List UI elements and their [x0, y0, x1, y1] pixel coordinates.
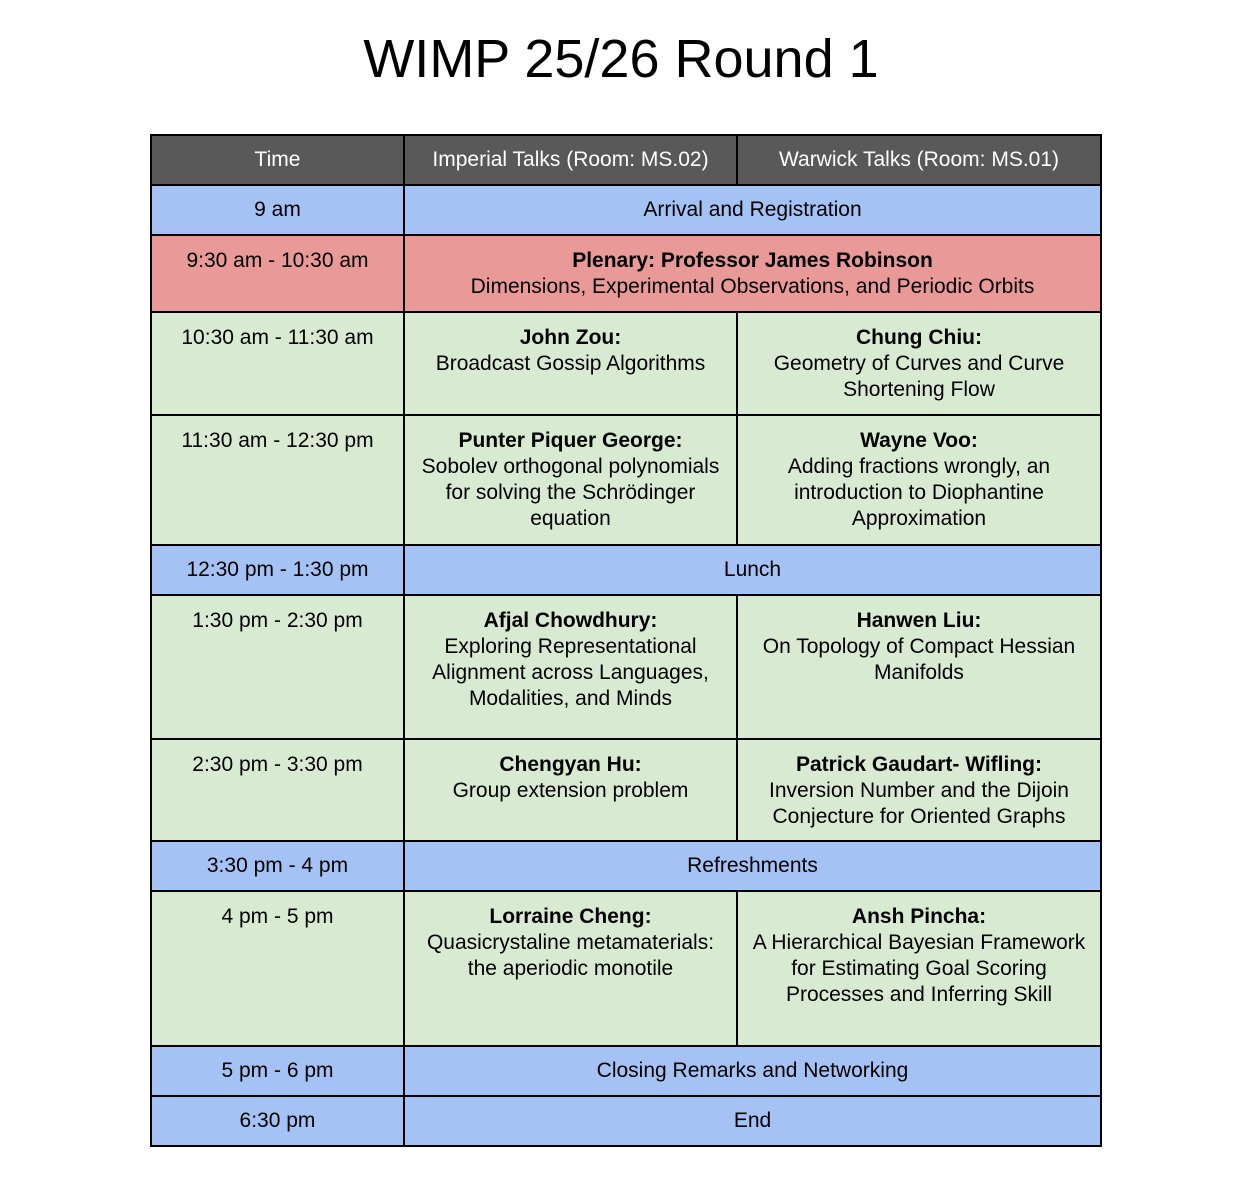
time-cell: 4 pm - 5 pm	[151, 891, 404, 1046]
imperial-talk-cell	[404, 595, 737, 739]
event-cell: Lunch	[404, 545, 1101, 595]
talk-title: Exploring Representational Alignment across Languages, Modalities, and Minds	[432, 635, 709, 710]
table-header-row	[151, 135, 1101, 185]
imperial-talk-cell	[404, 312, 737, 415]
talk-title: Inversion Number and the Dijoin Conjecture for Oriented Graphs	[769, 779, 1069, 828]
time-cell: 2:30 pm - 3:30 pm	[151, 739, 404, 841]
table-row	[151, 312, 1101, 415]
event-cell: End	[404, 1096, 1101, 1146]
talk-title: Broadcast Gossip Algorithms	[435, 352, 706, 375]
time-cell: 11:30 am - 12:30 pm	[151, 415, 404, 545]
table-row	[151, 595, 1101, 739]
talk-title: Quasicrystaline metamaterials: the aperiodic monotile	[426, 931, 715, 980]
event-cell: Closing Remarks and Networking	[404, 1046, 1101, 1096]
header-warwick: Warwick Talks (Room: MS.01)	[737, 135, 1101, 185]
time-cell: 9:30 am - 10:30 am	[151, 235, 404, 312]
warwick-talk-cell	[737, 312, 1101, 415]
imperial-talk-cell	[404, 891, 737, 1046]
time-cell: 6:30 pm	[151, 1096, 404, 1146]
speaker-name: Wayne Voo:	[860, 429, 978, 452]
speaker-name: Ansh Pincha:	[851, 905, 987, 928]
time-cell: 5 pm - 6 pm	[151, 1046, 404, 1096]
speaker-name: Plenary: Professor James Robinson	[572, 249, 933, 272]
plenary-cell	[404, 235, 1101, 312]
speaker-name: Punter Piquer George:	[458, 429, 683, 452]
table-row	[151, 841, 1101, 891]
imperial-talk-cell	[404, 415, 737, 545]
warwick-talk-cell	[737, 415, 1101, 545]
header-time: Time	[151, 135, 404, 185]
table-row	[151, 235, 1101, 312]
warwick-talk-cell	[737, 595, 1101, 739]
table-row	[151, 415, 1101, 545]
time-cell: 3:30 pm - 4 pm	[151, 841, 404, 891]
schedule-table	[150, 134, 1102, 1147]
table-row	[151, 545, 1101, 595]
speaker-name: Hanwen Liu:	[856, 609, 982, 632]
speaker-name: John Zou:	[519, 326, 622, 349]
time-cell: 9 am	[151, 185, 404, 235]
warwick-talk-cell	[737, 891, 1101, 1046]
talk-title: Sobolev orthogonal polynomials for solving the Schrödinger equation	[421, 455, 720, 530]
speaker-name: Lorraine Cheng:	[489, 905, 652, 928]
header-imperial: Imperial Talks (Room: MS.02)	[404, 135, 737, 185]
speaker-name: Chengyan Hu:	[499, 753, 642, 776]
time-cell: 12:30 pm - 1:30 pm	[151, 545, 404, 595]
warwick-talk-cell	[737, 739, 1101, 841]
speaker-name: Chung Chiu:	[856, 326, 982, 349]
time-cell: 10:30 am - 11:30 am	[151, 312, 404, 415]
table-row	[151, 185, 1101, 235]
time-cell: 1:30 pm - 2:30 pm	[151, 595, 404, 739]
talk-title: A Hierarchical Bayesian Framework for Estimating Goal Scoring Processes and Inferring Skill	[752, 931, 1086, 1006]
table-row	[151, 739, 1101, 841]
imperial-talk-cell	[404, 739, 737, 841]
talk-title: Geometry of Curves and Curve Shortening Flow	[773, 352, 1065, 401]
talk-title: Dimensions, Experimental Observations, and Periodic Orbits	[470, 275, 1035, 298]
talk-title: Adding fractions wrongly, an introduction to Diophantine Approximation	[787, 455, 1051, 530]
event-cell: Arrival and Registration	[404, 185, 1101, 235]
talk-title: Group extension problem	[452, 779, 689, 802]
speaker-name: Patrick Gaudart- Wifling:	[795, 753, 1042, 776]
event-cell: Refreshments	[404, 841, 1101, 891]
page-title: WIMP 25/26 Round 1	[363, 29, 879, 89]
table-row	[151, 1046, 1101, 1096]
table-row	[151, 1096, 1101, 1146]
table-row	[151, 891, 1101, 1046]
talk-title: On Topology of Compact Hessian Manifolds	[762, 635, 1076, 684]
speaker-name: Afjal Chowdhury:	[483, 609, 658, 632]
